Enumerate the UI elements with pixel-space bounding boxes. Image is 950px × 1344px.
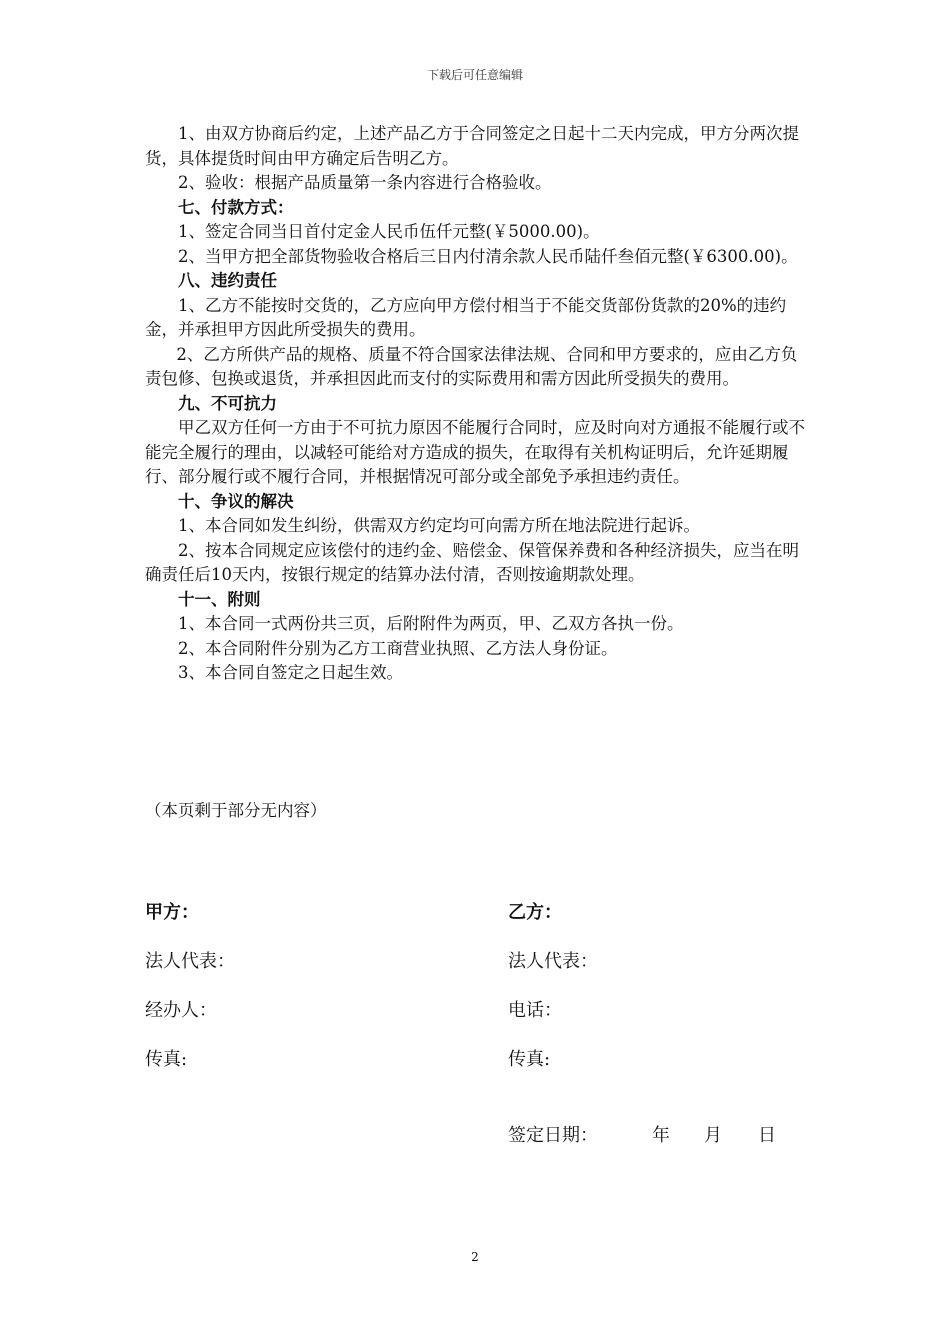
party-b-label: 乙方：: [508, 902, 562, 923]
sign-date-line: [508, 1121, 776, 1147]
legal-rep-b-label: 法人代表：: [508, 951, 598, 972]
month-label: 月: [704, 1125, 722, 1146]
sign-date-label: 签定日期：: [508, 1125, 598, 1146]
phone-label: 电话：: [508, 1000, 562, 1021]
page-number: 2: [471, 1250, 479, 1264]
section-heading: 七、付款方式：: [178, 197, 294, 217]
party-a-label: 甲方：: [145, 902, 199, 923]
section-heading: 十一、附则: [178, 589, 261, 609]
paragraph: 2、按本合同规定应该偿付的违约金、赔偿金、保管保养费和各种经济损失，应当在明确责任后10天内，按银行规定的结算办法付清，否则按逾期款处理。: [145, 540, 799, 584]
contract-body: [145, 122, 805, 686]
paragraph: 1、签定合同当日首付定金人民币伍仟元整(￥5000.00)。: [178, 222, 600, 241]
paragraph: 甲乙双方任何一方由于不可抗力原因不能履行合同时，应及时向对方通报不能履行或不能完全履行的理由，以减轻可能给对方造成的损失，在取得有关机构证明后，允许延期履行、部分履行或不履行合同，并根据情况可部分或全部免予承担违约责任。: [145, 418, 805, 486]
paragraph: 2、本合同附件分别为乙方工商营业执照、乙方法人身份证。: [178, 638, 618, 658]
handler-label: 经办人：: [145, 1000, 217, 1021]
paragraph: 1、本合同一式两份共三页，后附附件为两页，甲、乙双方各执一份。: [178, 614, 684, 633]
paragraph: 2、验收：根据产品质量第一条内容进行合格验收。: [178, 173, 552, 192]
year-label: 年: [652, 1125, 670, 1146]
section-heading: 八、违约责任: [178, 271, 277, 290]
paragraph: 2、当甲方把全部货物验收合格后三日内付清余款人民币陆仟叁佰元整(￥6300.00)。: [178, 246, 798, 266]
legal-rep-a-label: 法人代表：: [145, 951, 235, 972]
section-heading: 十、争议的解决: [178, 491, 294, 511]
section-heading: 九、不可抗力: [178, 393, 277, 413]
blank-remainder-note: （本页剩于部分无内容）: [145, 801, 327, 820]
page-header: 下载后可任意编辑: [426, 68, 523, 82]
paragraph: 1、由双方协商后约定，上述产品乙方于合同签定之日起十二天内完成，甲方分两次提货，具体提货时间由甲方确定后告明乙方。: [145, 124, 799, 168]
fax-a-label: 传真:: [145, 1049, 188, 1070]
day-label: 日: [758, 1125, 776, 1146]
paragraph: 3、本合同自签定之日起生效。: [178, 663, 403, 682]
paragraph: 1、乙方不能按时交货的，乙方应向甲方偿付相当于不能交货部份货款的20%的违约金，并承担甲方因此所受损失的费用。: [145, 295, 787, 339]
paragraph: 1、本合同如发生纠纷，供需双方约定均可向需方所在地法院进行起诉。: [178, 516, 700, 535]
paragraph: 2、乙方所供产品的规格、质量不符合国家法律法规、合同和甲方要求的，应由乙方负责包修、包换或退货，并承担因此而支付的实际费用和需方因此所受损失的费用。: [145, 344, 798, 388]
fax-b-label: 传真:: [508, 1049, 551, 1070]
